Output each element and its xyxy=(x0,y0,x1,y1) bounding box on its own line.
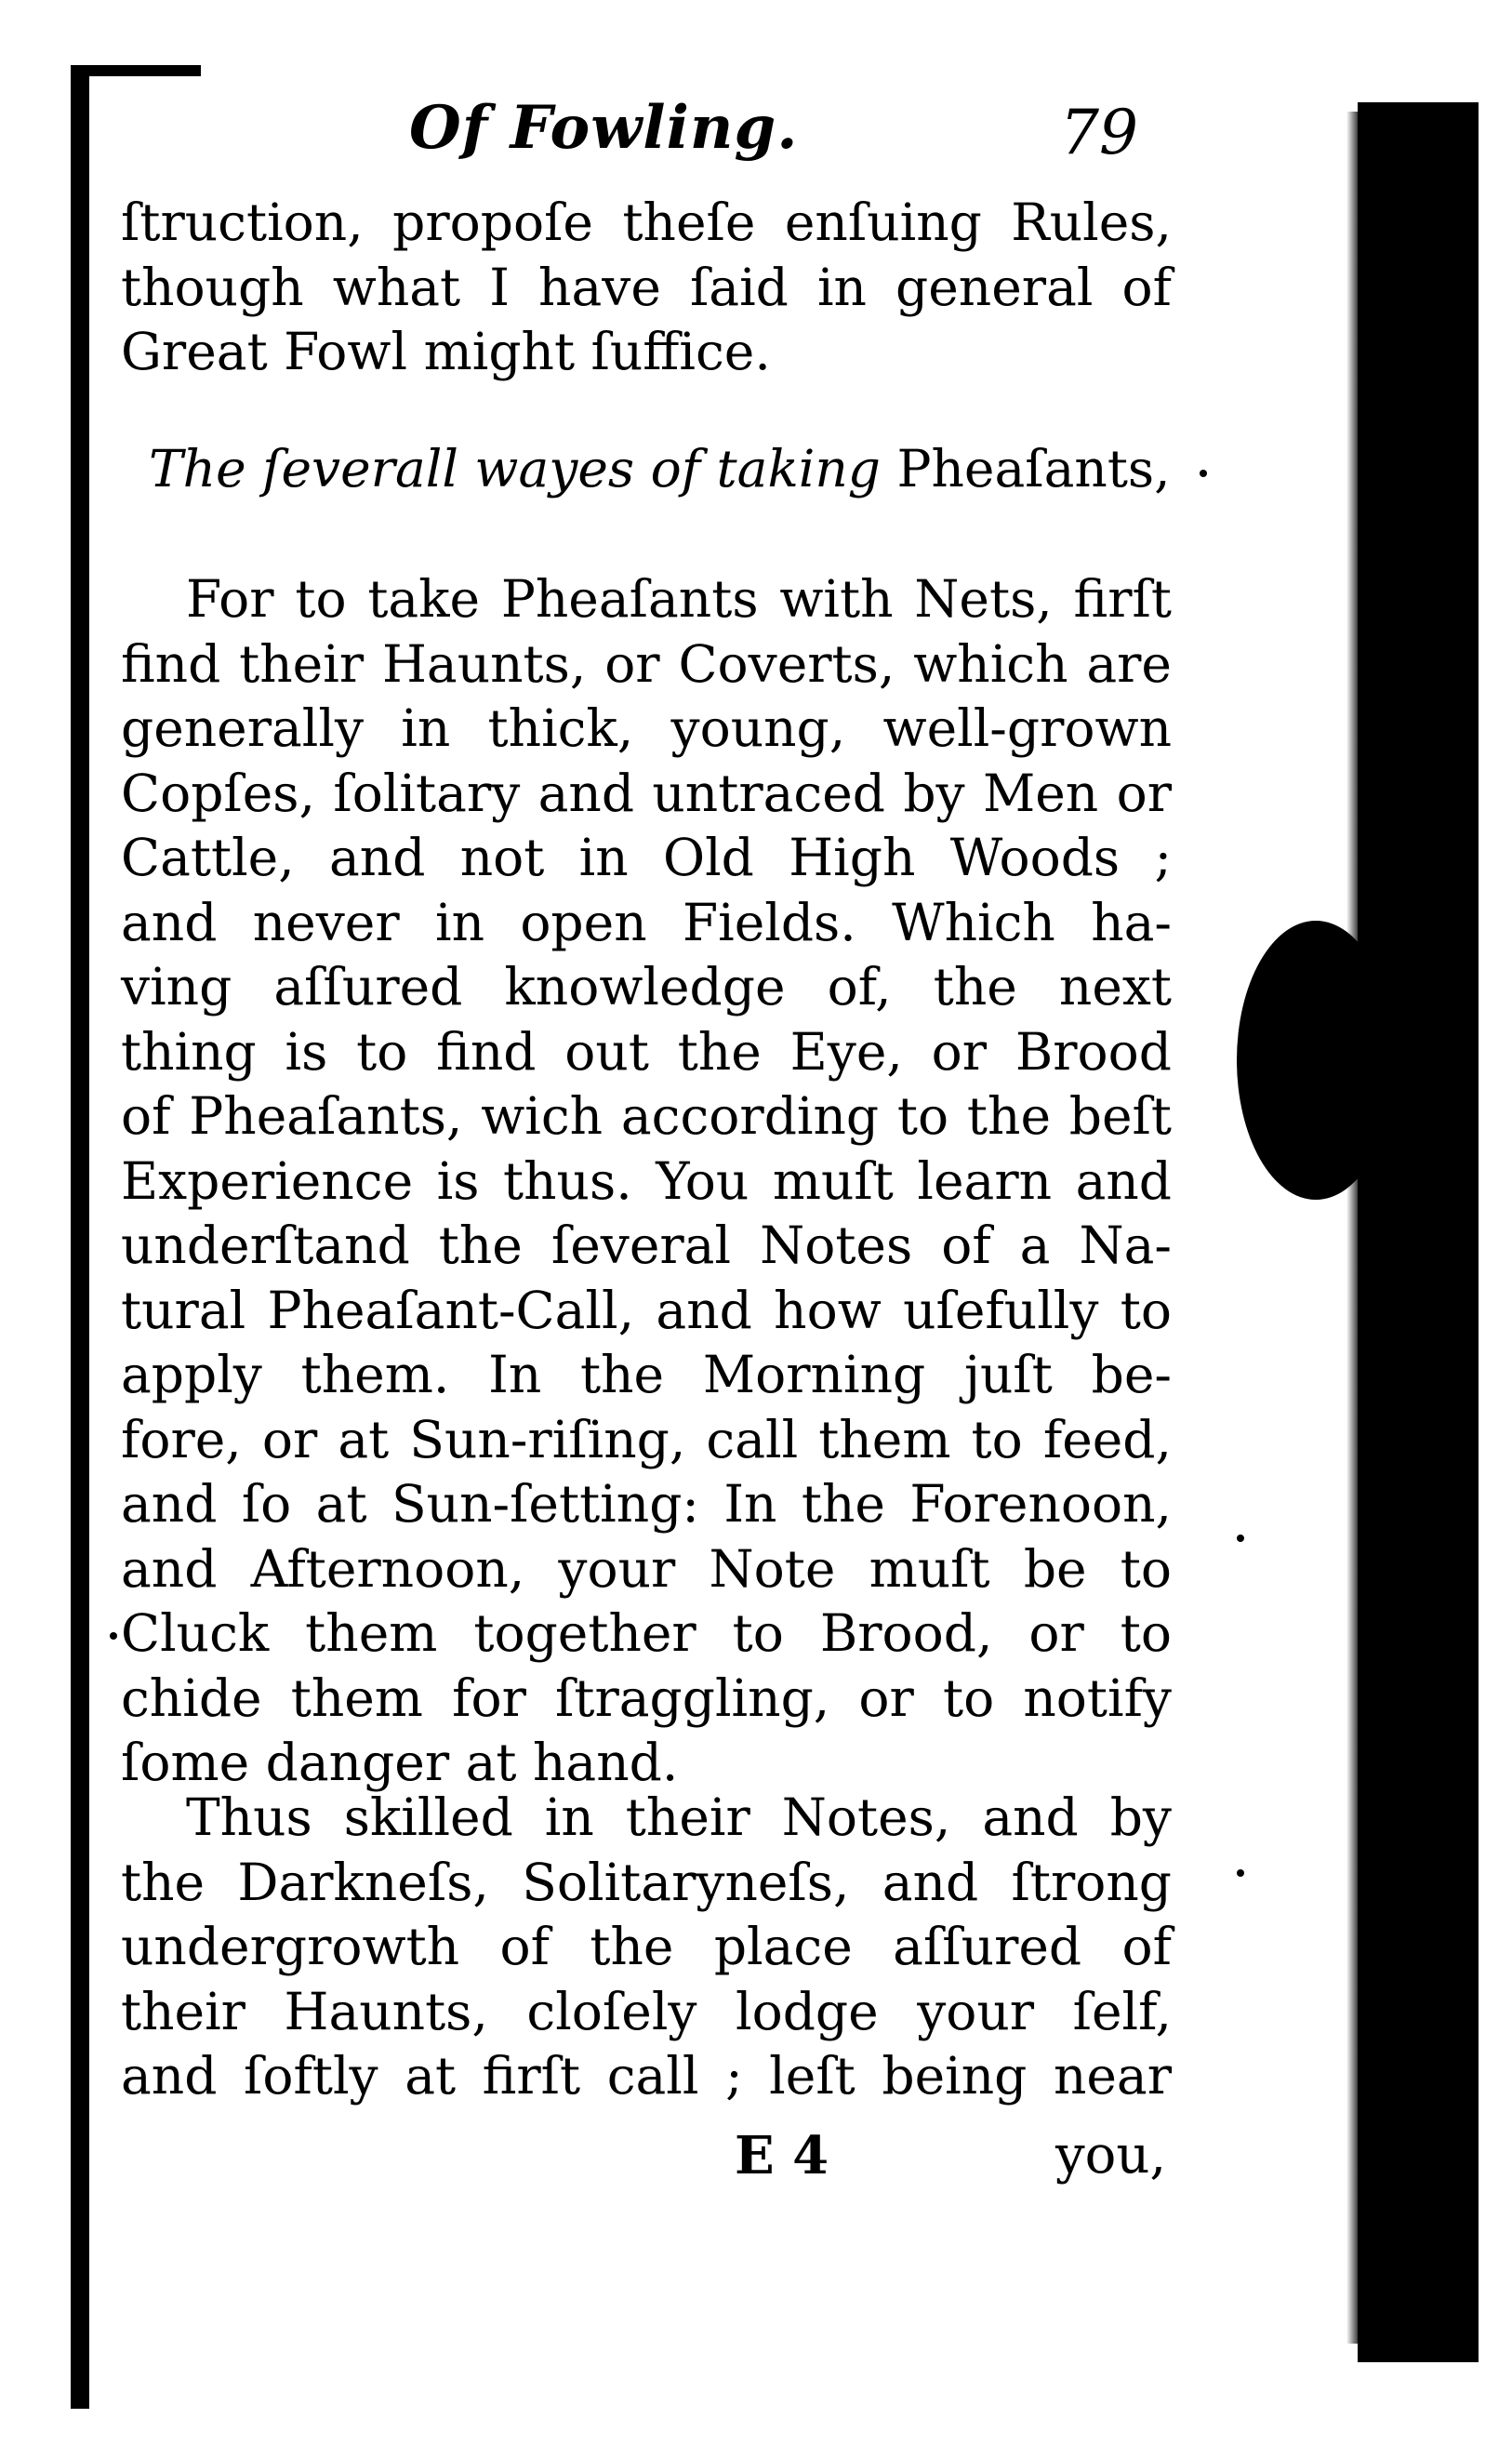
heading-italic: The ſeverall wayes of taking xyxy=(149,439,881,498)
text-line: and never in open Fields. Which ha- xyxy=(121,892,1172,952)
section-heading xyxy=(149,439,1171,498)
text-line: Cattle, and not in Old High Woods ; xyxy=(121,828,1172,887)
text-line: Great Fowl might ſuffice. xyxy=(121,322,771,381)
page-left-border xyxy=(71,65,89,2409)
text-line: ving aſſured knowledge of, the next xyxy=(121,957,1172,1017)
binding-clip xyxy=(1237,921,1395,1200)
text-line: thing is to find out the Eye, or Brood xyxy=(121,1021,1172,1082)
text-line: ſome danger at hand. xyxy=(121,1733,679,1792)
text-line: apply them. In the Morning juſt be- xyxy=(121,1345,1172,1404)
text-line: fore, or at Sun-riſing, call them to feed, xyxy=(121,1409,1172,1469)
text-line: For to take Pheaſants with Nets, firſt xyxy=(186,569,1172,629)
text-line: though what I have ſaid in general of xyxy=(121,257,1172,317)
text-line: undergrowth of the place aſſured of xyxy=(121,1917,1172,1976)
print-speck xyxy=(1200,470,1207,477)
text-line: generally in thick, young, well-grown xyxy=(121,698,1172,758)
text-line: tural Pheaſant-Call, and how uſefully to xyxy=(121,1280,1172,1340)
intro-text xyxy=(121,191,1172,385)
page-header xyxy=(121,93,1172,177)
page-number: 79 xyxy=(1060,97,1138,168)
paragraph-2 xyxy=(121,1786,1172,2109)
page-top-border xyxy=(71,65,201,76)
text-line: Copſes, ſolitary and untraced by Men or xyxy=(121,763,1172,823)
text-line: underſtand the ſeveral Notes of a Na- xyxy=(121,1216,1172,1275)
heading-roman: Pheaſants, xyxy=(896,439,1171,498)
text-line: ſtruction, propoſe theſe enſuing Rules, xyxy=(121,193,1172,252)
book-spine-edge xyxy=(1358,102,1479,2362)
text-line: their Haunts, cloſely lodge your ſelf, xyxy=(121,1981,1172,2041)
text-line: chide them for ſtraggling, or to notify xyxy=(121,1668,1172,1728)
catchword: you, xyxy=(1055,2125,1167,2186)
signature-mark: E 4 xyxy=(735,2125,829,2186)
paragraph-1 xyxy=(121,567,1172,1796)
print-speck xyxy=(1237,1869,1244,1877)
text-line: Cluck them together to Brood, or to xyxy=(121,1603,1172,1663)
text-line: find their Haunts, or Coverts, which are xyxy=(121,633,1172,694)
text-line: Experience is thus. You muſt learn and xyxy=(121,1150,1172,1211)
text-line: and ſo at Sun-ſetting: In the Forenoon, xyxy=(121,1474,1172,1534)
text-line: and ſoftly at firſt call ; leſt being near xyxy=(121,2046,1172,2106)
text-line: Thus skilled in their Notes, and by xyxy=(186,1787,1172,1847)
running-title: Of Fowling. xyxy=(409,93,799,163)
text-line: of Pheaſants, wich according to the beſt xyxy=(121,1086,1172,1146)
print-speck xyxy=(110,1632,117,1640)
text-line: and Afternoon, your Note muſt be to xyxy=(121,1538,1172,1599)
text-line: the Darkneſs, Solitaryneſs, and ſtrong xyxy=(121,1852,1172,1912)
print-speck xyxy=(1237,1535,1244,1542)
